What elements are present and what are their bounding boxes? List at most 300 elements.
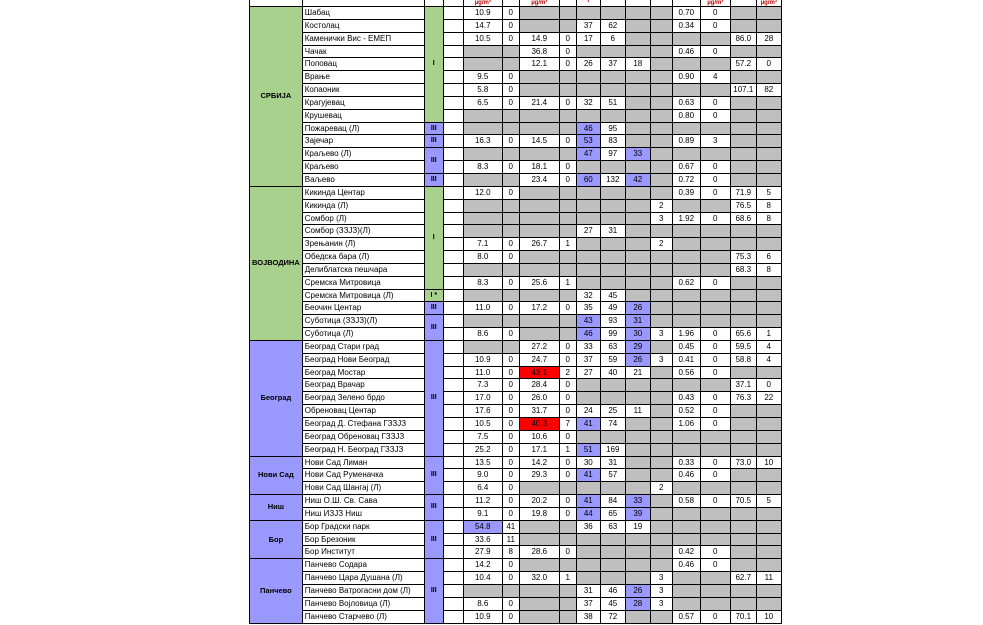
table-row bbox=[250, 45, 782, 58]
value-cell: 10.6 bbox=[519, 430, 559, 443]
value-cell bbox=[756, 148, 781, 161]
zone-class: I * bbox=[424, 289, 443, 302]
value-cell bbox=[625, 392, 650, 405]
value-cell bbox=[756, 482, 781, 495]
table-row bbox=[250, 520, 782, 533]
value-cell bbox=[756, 533, 781, 546]
value-cell bbox=[600, 84, 625, 97]
value-cell: 82 bbox=[756, 84, 781, 97]
value-cell bbox=[463, 315, 502, 328]
value-cell: 51 bbox=[600, 96, 625, 109]
table-row bbox=[250, 584, 782, 597]
value-cell bbox=[519, 7, 559, 20]
value-cell bbox=[502, 212, 519, 225]
value-cell bbox=[730, 533, 756, 546]
value-cell: 30 bbox=[576, 456, 600, 469]
value-cell bbox=[756, 45, 781, 58]
value-cell bbox=[700, 122, 730, 135]
spacer-cell bbox=[443, 199, 463, 212]
value-cell bbox=[650, 7, 672, 20]
value-cell bbox=[576, 559, 600, 572]
spacer-cell bbox=[443, 289, 463, 302]
table-row bbox=[250, 161, 782, 174]
table-row bbox=[250, 546, 782, 559]
value-cell bbox=[559, 610, 576, 623]
value-cell bbox=[502, 199, 519, 212]
value-cell bbox=[700, 443, 730, 456]
value-cell bbox=[730, 507, 756, 520]
header-cell: ³ bbox=[576, 0, 600, 7]
value-cell bbox=[463, 199, 502, 212]
value-cell bbox=[730, 302, 756, 315]
value-cell bbox=[650, 469, 672, 482]
value-cell bbox=[625, 84, 650, 97]
value-cell: 75.3 bbox=[730, 251, 756, 264]
zone-class: III bbox=[424, 135, 443, 148]
value-cell bbox=[463, 212, 502, 225]
value-cell: 6 bbox=[600, 32, 625, 45]
value-cell bbox=[730, 584, 756, 597]
value-cell bbox=[576, 109, 600, 122]
value-cell: 70.1 bbox=[730, 610, 756, 623]
table-row bbox=[250, 58, 782, 71]
value-cell: 28 bbox=[625, 597, 650, 610]
value-cell: 0 bbox=[700, 173, 730, 186]
value-cell: 0.39 bbox=[672, 186, 700, 199]
station-name: Панчево Војловица (Л) bbox=[302, 597, 424, 610]
value-cell bbox=[756, 289, 781, 302]
value-cell: 4 bbox=[756, 340, 781, 353]
value-cell: 0 bbox=[502, 96, 519, 109]
region-label: ВОЈВОДИНА bbox=[250, 186, 303, 340]
table-row bbox=[250, 507, 782, 520]
value-cell: 0 bbox=[559, 32, 576, 45]
table-row bbox=[250, 263, 782, 276]
value-cell: 0.58 bbox=[672, 495, 700, 508]
value-cell bbox=[730, 482, 756, 495]
value-cell bbox=[672, 58, 700, 71]
value-cell bbox=[650, 392, 672, 405]
value-cell: 0 bbox=[502, 161, 519, 174]
value-cell bbox=[756, 71, 781, 84]
value-cell: 0 bbox=[502, 418, 519, 431]
value-cell bbox=[756, 7, 781, 20]
value-cell: 0 bbox=[502, 379, 519, 392]
value-cell bbox=[576, 276, 600, 289]
table-row bbox=[250, 443, 782, 456]
table-row bbox=[250, 610, 782, 623]
value-cell: 0 bbox=[502, 507, 519, 520]
value-cell bbox=[700, 199, 730, 212]
value-cell bbox=[625, 469, 650, 482]
table-row bbox=[250, 315, 782, 328]
value-cell bbox=[519, 263, 559, 276]
value-cell: 3 bbox=[700, 135, 730, 148]
station-name: Суботица (Л) bbox=[302, 328, 424, 341]
value-cell: 0 bbox=[559, 495, 576, 508]
value-cell bbox=[700, 289, 730, 302]
spacer-cell bbox=[443, 584, 463, 597]
table-row bbox=[250, 418, 782, 431]
value-cell: 38 bbox=[576, 610, 600, 623]
value-cell bbox=[576, 482, 600, 495]
value-cell bbox=[600, 572, 625, 585]
value-cell: 7.1 bbox=[463, 238, 502, 251]
value-cell: 1 bbox=[559, 572, 576, 585]
value-cell: 40.3 bbox=[519, 418, 559, 431]
value-cell bbox=[650, 495, 672, 508]
value-cell: 45 bbox=[600, 597, 625, 610]
value-cell bbox=[519, 289, 559, 302]
value-cell: 5 bbox=[756, 495, 781, 508]
value-cell bbox=[463, 225, 502, 238]
value-cell bbox=[700, 430, 730, 443]
value-cell: 8 bbox=[502, 546, 519, 559]
value-cell: 41 bbox=[576, 469, 600, 482]
value-cell: 22 bbox=[756, 392, 781, 405]
value-cell: 65.6 bbox=[730, 328, 756, 341]
value-cell bbox=[730, 109, 756, 122]
value-cell bbox=[756, 96, 781, 109]
value-cell: 28 bbox=[756, 32, 781, 45]
spacer-cell bbox=[443, 186, 463, 199]
value-cell bbox=[756, 276, 781, 289]
value-cell: 6.4 bbox=[463, 482, 502, 495]
spacer-cell bbox=[443, 315, 463, 328]
value-cell: 0 bbox=[502, 7, 519, 20]
value-cell bbox=[700, 597, 730, 610]
station-name: Београд Д. Стефана ГЗЗЈЗ bbox=[302, 418, 424, 431]
value-cell: 37.1 bbox=[730, 379, 756, 392]
value-cell bbox=[650, 263, 672, 276]
value-cell bbox=[672, 289, 700, 302]
value-cell: 93 bbox=[600, 315, 625, 328]
value-cell bbox=[700, 507, 730, 520]
value-cell bbox=[756, 418, 781, 431]
value-cell bbox=[672, 379, 700, 392]
value-cell: 12.0 bbox=[463, 186, 502, 199]
value-cell: 0 bbox=[502, 302, 519, 315]
value-cell: 46 bbox=[600, 584, 625, 597]
value-cell bbox=[672, 148, 700, 161]
value-cell: 0 bbox=[502, 456, 519, 469]
value-cell: 57.2 bbox=[730, 58, 756, 71]
value-cell bbox=[650, 379, 672, 392]
zone-class: III bbox=[424, 315, 443, 341]
value-cell: 0.33 bbox=[672, 456, 700, 469]
value-cell: 0 bbox=[502, 328, 519, 341]
value-cell: 0 bbox=[700, 212, 730, 225]
value-cell bbox=[730, 430, 756, 443]
station-name: Сремска Митровица bbox=[302, 276, 424, 289]
station-name: Бор Брезоник bbox=[302, 533, 424, 546]
station-name: Делиблатска пешчара bbox=[302, 263, 424, 276]
value-cell: 21.4 bbox=[519, 96, 559, 109]
value-cell bbox=[700, 379, 730, 392]
value-cell bbox=[650, 122, 672, 135]
spacer-cell bbox=[443, 109, 463, 122]
value-cell: 59.5 bbox=[730, 340, 756, 353]
value-cell: 10.5 bbox=[463, 418, 502, 431]
value-cell bbox=[463, 289, 502, 302]
value-cell bbox=[672, 84, 700, 97]
value-cell bbox=[730, 418, 756, 431]
table-row bbox=[250, 135, 782, 148]
value-cell bbox=[650, 443, 672, 456]
value-cell bbox=[650, 135, 672, 148]
value-cell bbox=[463, 109, 502, 122]
value-cell: 0 bbox=[559, 173, 576, 186]
table-row bbox=[250, 533, 782, 546]
value-cell: 3 bbox=[650, 328, 672, 341]
value-cell: 0 bbox=[559, 469, 576, 482]
value-cell: 27.9 bbox=[463, 546, 502, 559]
spacer-cell bbox=[443, 572, 463, 585]
value-cell: 0 bbox=[502, 353, 519, 366]
value-cell: 0.89 bbox=[672, 135, 700, 148]
value-cell bbox=[600, 71, 625, 84]
station-name: Копаоник bbox=[302, 84, 424, 97]
value-cell bbox=[519, 122, 559, 135]
value-cell: 0.70 bbox=[672, 7, 700, 20]
value-cell bbox=[559, 520, 576, 533]
value-cell bbox=[463, 340, 502, 353]
value-cell: 32 bbox=[576, 96, 600, 109]
value-cell bbox=[756, 584, 781, 597]
value-cell: 0 bbox=[700, 610, 730, 623]
station-name: Нови Сад Руменачка bbox=[302, 469, 424, 482]
value-cell bbox=[730, 546, 756, 559]
spacer-cell bbox=[443, 418, 463, 431]
station-name: Сомбор (Л) bbox=[302, 212, 424, 225]
table-row bbox=[250, 405, 782, 418]
value-cell bbox=[756, 430, 781, 443]
value-cell: 3 bbox=[650, 353, 672, 366]
value-cell bbox=[730, 520, 756, 533]
value-cell bbox=[625, 212, 650, 225]
value-cell: 2 bbox=[650, 199, 672, 212]
value-cell: 0 bbox=[700, 495, 730, 508]
value-cell: 0 bbox=[700, 19, 730, 32]
value-cell bbox=[625, 109, 650, 122]
value-cell bbox=[625, 263, 650, 276]
value-cell: 51 bbox=[576, 443, 600, 456]
value-cell: 62 bbox=[600, 19, 625, 32]
value-cell bbox=[625, 610, 650, 623]
value-cell bbox=[650, 430, 672, 443]
value-cell: 0 bbox=[502, 32, 519, 45]
value-cell bbox=[650, 84, 672, 97]
region-label: Нови Сад bbox=[250, 456, 303, 495]
value-cell bbox=[559, 263, 576, 276]
value-cell bbox=[700, 251, 730, 264]
value-cell: 3 bbox=[650, 584, 672, 597]
value-cell bbox=[600, 392, 625, 405]
value-cell: 11 bbox=[756, 572, 781, 585]
value-cell: 14.2 bbox=[519, 456, 559, 469]
value-cell bbox=[463, 58, 502, 71]
value-cell bbox=[519, 186, 559, 199]
value-cell: 12.1 bbox=[519, 58, 559, 71]
value-cell: 4 bbox=[756, 353, 781, 366]
value-cell bbox=[519, 584, 559, 597]
value-cell: 1 bbox=[559, 443, 576, 456]
value-cell bbox=[650, 148, 672, 161]
spacer-cell bbox=[443, 340, 463, 353]
value-cell bbox=[700, 58, 730, 71]
value-cell: 0.43 bbox=[672, 392, 700, 405]
value-cell: 59 bbox=[600, 353, 625, 366]
value-cell: 0 bbox=[700, 559, 730, 572]
value-cell bbox=[700, 148, 730, 161]
value-cell bbox=[700, 584, 730, 597]
value-cell bbox=[650, 302, 672, 315]
value-cell bbox=[650, 19, 672, 32]
value-cell bbox=[700, 263, 730, 276]
value-cell: 5.8 bbox=[463, 84, 502, 97]
spacer-cell bbox=[443, 520, 463, 533]
station-name: Пожаревац (Л) bbox=[302, 122, 424, 135]
table-row bbox=[250, 186, 782, 199]
spacer-cell bbox=[443, 366, 463, 379]
value-cell: 68.6 bbox=[730, 212, 756, 225]
value-cell bbox=[625, 45, 650, 58]
value-cell bbox=[600, 199, 625, 212]
value-cell: 26 bbox=[625, 302, 650, 315]
value-cell: 0 bbox=[502, 597, 519, 610]
value-cell: 1.92 bbox=[672, 212, 700, 225]
value-cell: 11 bbox=[625, 405, 650, 418]
value-cell bbox=[730, 289, 756, 302]
value-cell: 0 bbox=[559, 392, 576, 405]
zone-class: III bbox=[424, 559, 443, 623]
value-cell bbox=[700, 302, 730, 315]
value-cell: 0 bbox=[559, 96, 576, 109]
value-cell bbox=[600, 430, 625, 443]
station-name: Зрењанин (Л) bbox=[302, 238, 424, 251]
value-cell: 0.45 bbox=[672, 340, 700, 353]
value-cell bbox=[625, 572, 650, 585]
value-cell: 3 bbox=[650, 212, 672, 225]
value-cell bbox=[672, 263, 700, 276]
value-cell bbox=[650, 405, 672, 418]
value-cell bbox=[672, 238, 700, 251]
value-cell bbox=[576, 546, 600, 559]
value-cell bbox=[559, 71, 576, 84]
value-cell bbox=[672, 584, 700, 597]
value-cell: 17.0 bbox=[463, 392, 502, 405]
value-cell: 27.2 bbox=[519, 340, 559, 353]
spacer-cell bbox=[443, 495, 463, 508]
value-cell: 41 bbox=[502, 520, 519, 533]
zone-class: III bbox=[424, 456, 443, 495]
value-cell: 9.1 bbox=[463, 507, 502, 520]
value-cell: 62.7 bbox=[730, 572, 756, 585]
value-cell bbox=[559, 122, 576, 135]
value-cell bbox=[559, 597, 576, 610]
value-cell: 0.46 bbox=[672, 559, 700, 572]
value-cell: 9.0 bbox=[463, 469, 502, 482]
value-cell: 10 bbox=[756, 610, 781, 623]
value-cell: 5 bbox=[756, 186, 781, 199]
value-cell: 31.7 bbox=[519, 405, 559, 418]
value-cell bbox=[625, 430, 650, 443]
value-cell: 19 bbox=[625, 520, 650, 533]
value-cell bbox=[672, 507, 700, 520]
table-row bbox=[250, 109, 782, 122]
station-name: Краљево (Л) bbox=[302, 148, 424, 161]
zone-class: I bbox=[424, 7, 443, 123]
spacer-cell bbox=[443, 251, 463, 264]
value-cell: 0 bbox=[700, 353, 730, 366]
value-cell bbox=[559, 19, 576, 32]
value-cell: 43 bbox=[576, 315, 600, 328]
value-cell bbox=[559, 482, 576, 495]
value-cell bbox=[625, 456, 650, 469]
value-cell bbox=[502, 263, 519, 276]
value-cell: 84 bbox=[600, 495, 625, 508]
table-row bbox=[250, 96, 782, 109]
air-quality-report bbox=[249, 0, 782, 624]
value-cell bbox=[730, 315, 756, 328]
value-cell: 86.0 bbox=[730, 32, 756, 45]
table-row bbox=[250, 148, 782, 161]
table-row bbox=[250, 289, 782, 302]
table-row bbox=[250, 19, 782, 32]
spacer-cell bbox=[443, 559, 463, 572]
value-cell bbox=[576, 263, 600, 276]
value-cell bbox=[600, 238, 625, 251]
value-cell: 45 bbox=[600, 289, 625, 302]
value-cell: 13.5 bbox=[463, 456, 502, 469]
value-cell: 0.56 bbox=[672, 366, 700, 379]
value-cell bbox=[672, 572, 700, 585]
value-cell bbox=[650, 71, 672, 84]
station-name: Беочин Центар bbox=[302, 302, 424, 315]
value-cell: 0 bbox=[502, 495, 519, 508]
spacer-cell bbox=[443, 212, 463, 225]
value-cell: 11.2 bbox=[463, 495, 502, 508]
value-cell: 0 bbox=[502, 482, 519, 495]
value-cell bbox=[625, 533, 650, 546]
header-cell: µg/m³ bbox=[756, 0, 781, 7]
value-cell bbox=[625, 559, 650, 572]
value-cell bbox=[625, 199, 650, 212]
value-cell: 0 bbox=[502, 443, 519, 456]
spacer-cell bbox=[443, 7, 463, 20]
value-cell: 1.06 bbox=[672, 418, 700, 431]
value-cell: 0 bbox=[502, 84, 519, 97]
value-cell: 6 bbox=[756, 251, 781, 264]
value-cell bbox=[519, 225, 559, 238]
value-cell bbox=[559, 584, 576, 597]
value-cell bbox=[600, 533, 625, 546]
value-cell bbox=[576, 84, 600, 97]
value-cell bbox=[502, 122, 519, 135]
value-cell: 76.5 bbox=[730, 199, 756, 212]
value-cell: 9.5 bbox=[463, 71, 502, 84]
table-row bbox=[250, 392, 782, 405]
value-cell bbox=[502, 584, 519, 597]
value-cell: 18 bbox=[625, 58, 650, 71]
value-cell bbox=[700, 32, 730, 45]
value-cell: 37 bbox=[576, 597, 600, 610]
value-cell: 0 bbox=[700, 405, 730, 418]
value-cell: 41 bbox=[576, 495, 600, 508]
station-name: Панчево Ватрогасни дом (Л) bbox=[302, 584, 424, 597]
value-cell: 57 bbox=[600, 469, 625, 482]
value-cell bbox=[576, 161, 600, 174]
